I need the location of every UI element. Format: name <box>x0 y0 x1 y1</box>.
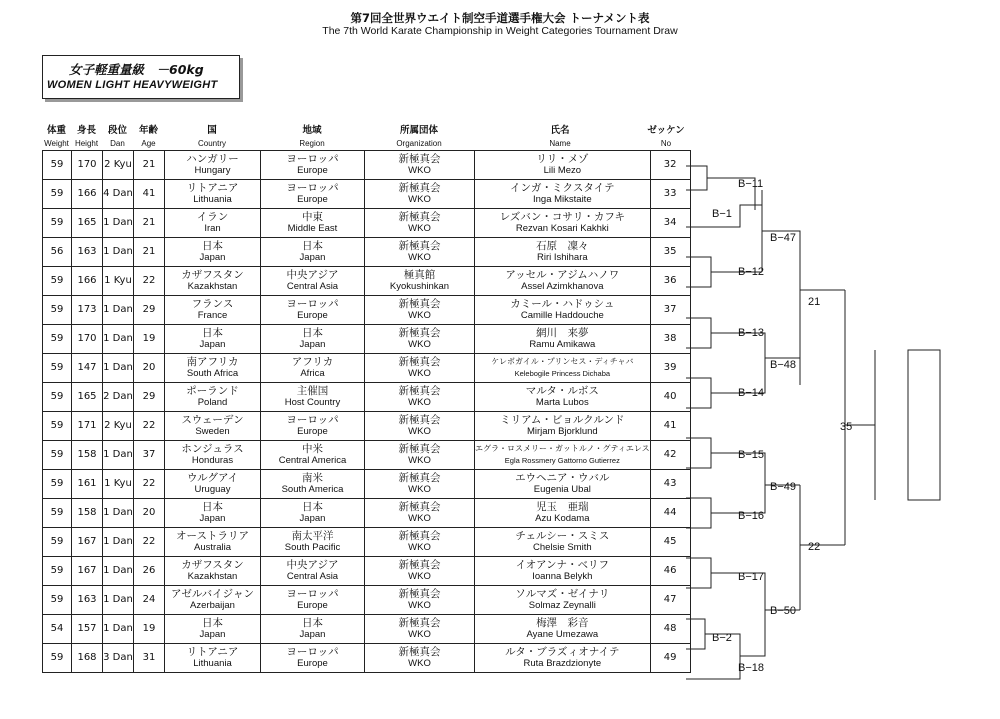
header-region: 地域 Region <box>299 125 325 148</box>
region-cell: 日本 Japan <box>261 499 365 528</box>
weight-cell: 59 <box>43 354 72 383</box>
organization-cell: 極真館 Kyokushinkan <box>365 267 475 296</box>
country-cell: フランス France <box>165 296 261 325</box>
height-cell: 170 <box>72 151 103 180</box>
height-cell: 173 <box>72 296 103 325</box>
bracket-lines <box>686 166 940 679</box>
dan-cell: 3 Dan <box>103 644 134 673</box>
age-cell: 29 <box>134 296 165 325</box>
region-cell: 日本 Japan <box>261 325 365 354</box>
age-cell: 22 <box>134 412 165 441</box>
age-cell: 19 <box>134 325 165 354</box>
region-cell: ヨーロッパ Europe <box>261 644 365 673</box>
height-cell: 158 <box>72 441 103 470</box>
country-cell: ウルグアイ Uruguay <box>165 470 261 499</box>
dan-cell: 2 Kyu <box>103 412 134 441</box>
name-cell: カミール・ハドゥシュ Camille Haddouche <box>475 296 651 325</box>
organization-cell: 新極真会 WKO <box>365 412 475 441</box>
weight-cell: 59 <box>43 325 72 354</box>
region-cell: ヨーロッパ Europe <box>261 412 365 441</box>
country-cell: 南アフリカ South Africa <box>165 354 261 383</box>
dan-cell: 1 Dan <box>103 499 134 528</box>
bracket-label-b1: B−1 <box>712 208 732 220</box>
name-cell: アッセル・アジムハノワ Assel Azimkhanova <box>475 267 651 296</box>
bracket-label-b15: B−15 <box>738 449 764 461</box>
weight-cell: 54 <box>43 615 72 644</box>
region-cell: ヨーロッパ Europe <box>261 180 365 209</box>
region-cell: 主催国 Host Country <box>261 383 365 412</box>
name-cell: レズバン・コサリ・カフキ Rezvan Kosari Kakhki <box>475 209 651 238</box>
organization-cell: 新極真会 WKO <box>365 383 475 412</box>
bracket-label-b48: B−48 <box>770 359 796 371</box>
organization-cell: 新極真会 WKO <box>365 296 475 325</box>
name-cell: インガ・ミクスタイテ Inga Mikstaite <box>475 180 651 209</box>
region-cell: 日本 Japan <box>261 615 365 644</box>
organization-cell: 新極真会 WKO <box>365 557 475 586</box>
height-cell: 166 <box>72 267 103 296</box>
header-number: ゼッケン No <box>647 125 685 148</box>
region-cell: ヨーロッパ Europe <box>261 586 365 615</box>
title-japanese: 第7回全世界ウエイト制空手道選手権大会 トーナメント表 <box>350 11 650 25</box>
organization-cell: 新極真会 WKO <box>365 151 475 180</box>
header-name: 氏名 Name <box>549 125 571 148</box>
number-cell: 42 <box>650 441 690 470</box>
category-japanese: 女子軽重量級 －60kg <box>69 62 204 77</box>
organization-cell: 新極真会 WKO <box>365 238 475 267</box>
weight-cell: 59 <box>43 296 72 325</box>
country-cell: イラン Iran <box>165 209 261 238</box>
bracket-label-b11: B−11 <box>738 178 764 190</box>
country-cell: 日本 Japan <box>165 238 261 267</box>
number-cell: 33 <box>650 180 690 209</box>
country-cell: オーストラリア Australia <box>165 528 261 557</box>
bracket-label-b50: B−50 <box>770 605 796 617</box>
name-cell: 網川 来夢 Ramu Amikawa <box>475 325 651 354</box>
height-cell: 171 <box>72 412 103 441</box>
number-cell: 32 <box>650 151 690 180</box>
dan-cell: 1 Dan <box>103 441 134 470</box>
number-cell: 43 <box>650 470 690 499</box>
name-cell: マルタ・ルボス Marta Lubos <box>475 383 651 412</box>
name-cell: リリ・メゾ Lili Mezo <box>475 151 651 180</box>
category-english: WOMEN LIGHT HEAVYWEIGHT <box>47 79 218 91</box>
dan-cell: 1 Dan <box>103 615 134 644</box>
height-cell: 165 <box>72 383 103 412</box>
organization-cell: 新極真会 WKO <box>365 441 475 470</box>
region-cell: 中央アジア Central Asia <box>261 267 365 296</box>
age-cell: 19 <box>134 615 165 644</box>
height-cell: 166 <box>72 180 103 209</box>
height-cell: 163 <box>72 238 103 267</box>
dan-cell: 1 Kyu <box>103 267 134 296</box>
header-organization: 所属団体 Organization <box>396 125 442 148</box>
bracket-label-b12: B−12 <box>738 266 764 278</box>
name-cell: 梅澤 彩音 Ayane Umezawa <box>475 615 651 644</box>
weight-cell: 59 <box>43 441 72 470</box>
organization-cell: 新極真会 WKO <box>365 586 475 615</box>
region-cell: 南米 South America <box>261 470 365 499</box>
number-cell: 36 <box>650 267 690 296</box>
organization-cell: 新極真会 WKO <box>365 528 475 557</box>
country-cell: ホンジュラス Honduras <box>165 441 261 470</box>
region-cell: 中米 Central America <box>261 441 365 470</box>
organization-cell: 新極真会 WKO <box>365 499 475 528</box>
height-cell: 158 <box>72 499 103 528</box>
region-cell: 南太平洋 South Pacific <box>261 528 365 557</box>
title-english: The 7th World Karate Championship in Weight Categories Tournament Draw <box>322 25 678 37</box>
dan-cell: 4 Dan <box>103 180 134 209</box>
organization-cell: 新極真会 WKO <box>365 325 475 354</box>
number-cell: 47 <box>650 586 690 615</box>
height-cell: 157 <box>72 615 103 644</box>
bracket-label-21: 21 <box>808 296 821 308</box>
bracket-label-22: 22 <box>808 541 821 553</box>
height-cell: 147 <box>72 354 103 383</box>
weight-cell: 59 <box>43 209 72 238</box>
bracket-label-b49: B−49 <box>770 481 796 493</box>
dan-cell: 1 Dan <box>103 586 134 615</box>
organization-cell: 新極真会 WKO <box>365 470 475 499</box>
age-cell: 21 <box>134 238 165 267</box>
number-cell: 45 <box>650 528 690 557</box>
bracket-label-b13: B−13 <box>738 327 764 339</box>
dan-cell: 1 Dan <box>103 354 134 383</box>
dan-cell: 2 Kyu <box>103 151 134 180</box>
age-cell: 22 <box>134 470 165 499</box>
name-cell: ケレボガイル・プリンセス・ディチャバ Kelebogile Princess Dichaba <box>475 354 651 383</box>
region-cell: アフリカ Africa <box>261 354 365 383</box>
dan-cell: 1 Dan <box>103 296 134 325</box>
number-cell: 49 <box>650 644 690 673</box>
weight-cell: 56 <box>43 238 72 267</box>
weight-cell: 59 <box>43 644 72 673</box>
age-cell: 22 <box>134 528 165 557</box>
age-cell: 20 <box>134 499 165 528</box>
bracket-label-b17: B−17 <box>738 571 764 583</box>
name-cell: エグラ・ロスメリー・ガットルノ・グティエレス Egla Rossmery Gattorno Gutierrez <box>475 441 651 470</box>
weight-cell: 59 <box>43 180 72 209</box>
number-cell: 38 <box>650 325 690 354</box>
region-cell: ヨーロッパ Europe <box>261 151 365 180</box>
country-cell: リトアニア Lithuania <box>165 644 261 673</box>
organization-cell: 新極真会 WKO <box>365 615 475 644</box>
number-cell: 35 <box>650 238 690 267</box>
country-cell: 日本 Japan <box>165 615 261 644</box>
height-cell: 168 <box>72 644 103 673</box>
country-cell: スウェーデン Sweden <box>165 412 261 441</box>
country-cell: アゼルバイジャン Azerbaijan <box>165 586 261 615</box>
name-cell: 児玉 亜瑞 Azu Kodama <box>475 499 651 528</box>
age-cell: 22 <box>134 267 165 296</box>
bracket-label-b16: B−16 <box>738 510 764 522</box>
name-cell: チェルシー・スミス Chelsie Smith <box>475 528 651 557</box>
weight-cell: 59 <box>43 499 72 528</box>
weight-cell: 59 <box>43 267 72 296</box>
number-cell: 34 <box>650 209 690 238</box>
weight-cell: 59 <box>43 557 72 586</box>
organization-cell: 新極真会 WKO <box>365 180 475 209</box>
bracket-label-35: 35 <box>840 421 853 433</box>
header-height: 身長 Height <box>74 125 99 148</box>
age-cell: 37 <box>134 441 165 470</box>
header-country: 国 Country <box>197 125 226 148</box>
number-cell: 48 <box>650 615 690 644</box>
age-cell: 41 <box>134 180 165 209</box>
weight-cell: 59 <box>43 470 72 499</box>
name-cell: ルタ・ブラズィオナイテ Ruta Brazdzionyte <box>475 644 651 673</box>
region-cell: 中東 Middle East <box>261 209 365 238</box>
name-cell: イオアンナ・ベリフ Ioanna Belykh <box>475 557 651 586</box>
age-cell: 24 <box>134 586 165 615</box>
height-cell: 167 <box>72 557 103 586</box>
height-cell: 170 <box>72 325 103 354</box>
dan-cell: 1 Dan <box>103 238 134 267</box>
age-cell: 21 <box>134 209 165 238</box>
age-cell: 26 <box>134 557 165 586</box>
country-cell: 日本 Japan <box>165 499 261 528</box>
header-age: 年齢 Age <box>138 125 158 148</box>
name-cell: 石原 凜々 Riri Ishihara <box>475 238 651 267</box>
bracket-label-b47: B−47 <box>770 232 796 244</box>
region-cell: 日本 Japan <box>261 238 365 267</box>
name-cell: エウヘニア・ウバル Eugenia Ubal <box>475 470 651 499</box>
number-cell: 40 <box>650 383 690 412</box>
bracket-label-b18: B−18 <box>738 662 764 674</box>
age-cell: 31 <box>134 644 165 673</box>
height-cell: 163 <box>72 586 103 615</box>
name-cell: ミリアム・ビョルクルンド Mirjam Bjorklund <box>475 412 651 441</box>
age-cell: 21 <box>134 151 165 180</box>
weight-cell: 59 <box>43 412 72 441</box>
dan-cell: 1 Dan <box>103 557 134 586</box>
country-cell: ハンガリー Hungary <box>165 151 261 180</box>
bracket-label-b2: B−2 <box>712 632 732 644</box>
height-cell: 167 <box>72 528 103 557</box>
name-cell: ソルマズ・ゼイナリ Solmaz Zeynalli <box>475 586 651 615</box>
number-cell: 39 <box>650 354 690 383</box>
region-cell: ヨーロッパ Europe <box>261 296 365 325</box>
organization-cell: 新極真会 WKO <box>365 209 475 238</box>
weight-cell: 59 <box>43 528 72 557</box>
header-weight: 体重 Weight <box>44 125 69 148</box>
country-cell: ポーランド Poland <box>165 383 261 412</box>
header-dan: 段位 Dan <box>107 125 127 148</box>
number-cell: 41 <box>650 412 690 441</box>
dan-cell: 1 Dan <box>103 209 134 238</box>
height-cell: 165 <box>72 209 103 238</box>
region-cell: 中央アジア Central Asia <box>261 557 365 586</box>
country-cell: リトアニア Lithuania <box>165 180 261 209</box>
dan-cell: 1 Dan <box>103 528 134 557</box>
organization-cell: 新極真会 WKO <box>365 644 475 673</box>
organization-cell: 新極真会 WKO <box>365 354 475 383</box>
number-cell: 37 <box>650 296 690 325</box>
age-cell: 20 <box>134 354 165 383</box>
country-cell: カザフスタン Kazakhstan <box>165 557 261 586</box>
country-cell: 日本 Japan <box>165 325 261 354</box>
weight-cell: 59 <box>43 383 72 412</box>
dan-cell: 2 Dan <box>103 383 134 412</box>
dan-cell: 1 Kyu <box>103 470 134 499</box>
height-cell: 161 <box>72 470 103 499</box>
dan-cell: 1 Dan <box>103 325 134 354</box>
number-cell: 44 <box>650 499 690 528</box>
number-cell: 46 <box>650 557 690 586</box>
weight-cell: 59 <box>43 586 72 615</box>
country-cell: カザフスタン Kazakhstan <box>165 267 261 296</box>
weight-cell: 59 <box>43 151 72 180</box>
bracket-label-b14: B−14 <box>738 387 764 399</box>
age-cell: 29 <box>134 383 165 412</box>
